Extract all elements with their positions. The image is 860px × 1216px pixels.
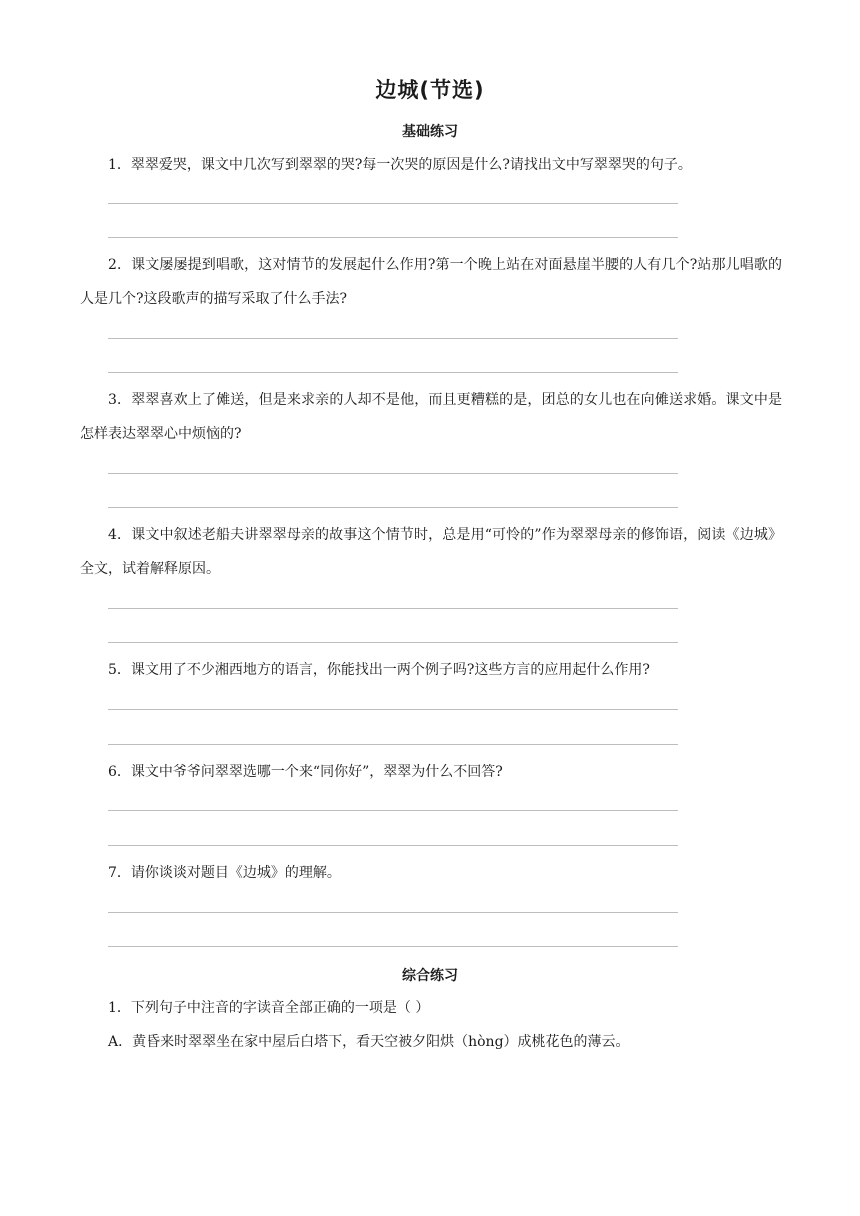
- section-heading-basic: 基础练习: [402, 124, 458, 140]
- answer-line: [108, 473, 678, 474]
- section-heading-comprehensive: 综合练习: [402, 968, 458, 984]
- question-5: 5．课文用了不少湘西地方的语言，你能找出一两个例子吗?这些方言的应用起什么作用?: [108, 662, 650, 678]
- comprehensive-question-1: 1．下列句子中注音的字读音全部正确的一项是（ ）: [108, 1000, 430, 1016]
- answer-line: [108, 608, 678, 609]
- answer-line: [108, 810, 678, 811]
- answer-line: [108, 372, 678, 373]
- answer-line: [108, 845, 678, 846]
- answer-line: [108, 946, 678, 947]
- question-3: 3．翠翠喜欢上了傩送，但是来求亲的人却不是他，而且更糟糕的是，团总的女儿也在向傩送求婚。课文中是怎样表达翠翠心中烦恼的?: [80, 392, 782, 442]
- answer-line: [108, 642, 678, 643]
- question-1: 1．翠翠爱哭，课文中几次写到翠翠的哭?每一次哭的原因是什么?请找出文中写翠翠哭的句子。: [108, 157, 692, 173]
- answer-line: [108, 709, 678, 710]
- answer-line: [108, 912, 678, 913]
- question-4: 4．课文中叙述老船夫讲翠翠母亲的故事这个情节时，总是用“可怜的”作为翠翠母亲的修饰语，阅读《边城》全文，试着解释原因。: [80, 527, 782, 577]
- answer-line: [108, 338, 678, 339]
- question-2: 2．课文屡屡提到唱歌，这对情节的发展起什么作用?第一个晚上站在对面悬崖半腰的人有几个?站那儿唱歌的人是几个?这段歌声的描写采取了什么手法?: [80, 257, 782, 307]
- answer-line: [108, 744, 678, 745]
- option-a: A．黄昏来时翠翠坐在家中屋后白塔下，看天空被夕阳烘（hòng）成桃花色的薄云。: [108, 1034, 630, 1050]
- question-6: 6．课文中爷爷问翠翠选哪一个来“同你好”，翠翠为什么不回答?: [108, 764, 503, 780]
- answer-line: [108, 203, 678, 204]
- page-title: 边城(节选): [375, 78, 485, 102]
- question-7: 7．请你谈谈对题目《边城》的理解。: [108, 865, 341, 881]
- answer-line: [108, 237, 678, 238]
- answer-line: [108, 507, 678, 508]
